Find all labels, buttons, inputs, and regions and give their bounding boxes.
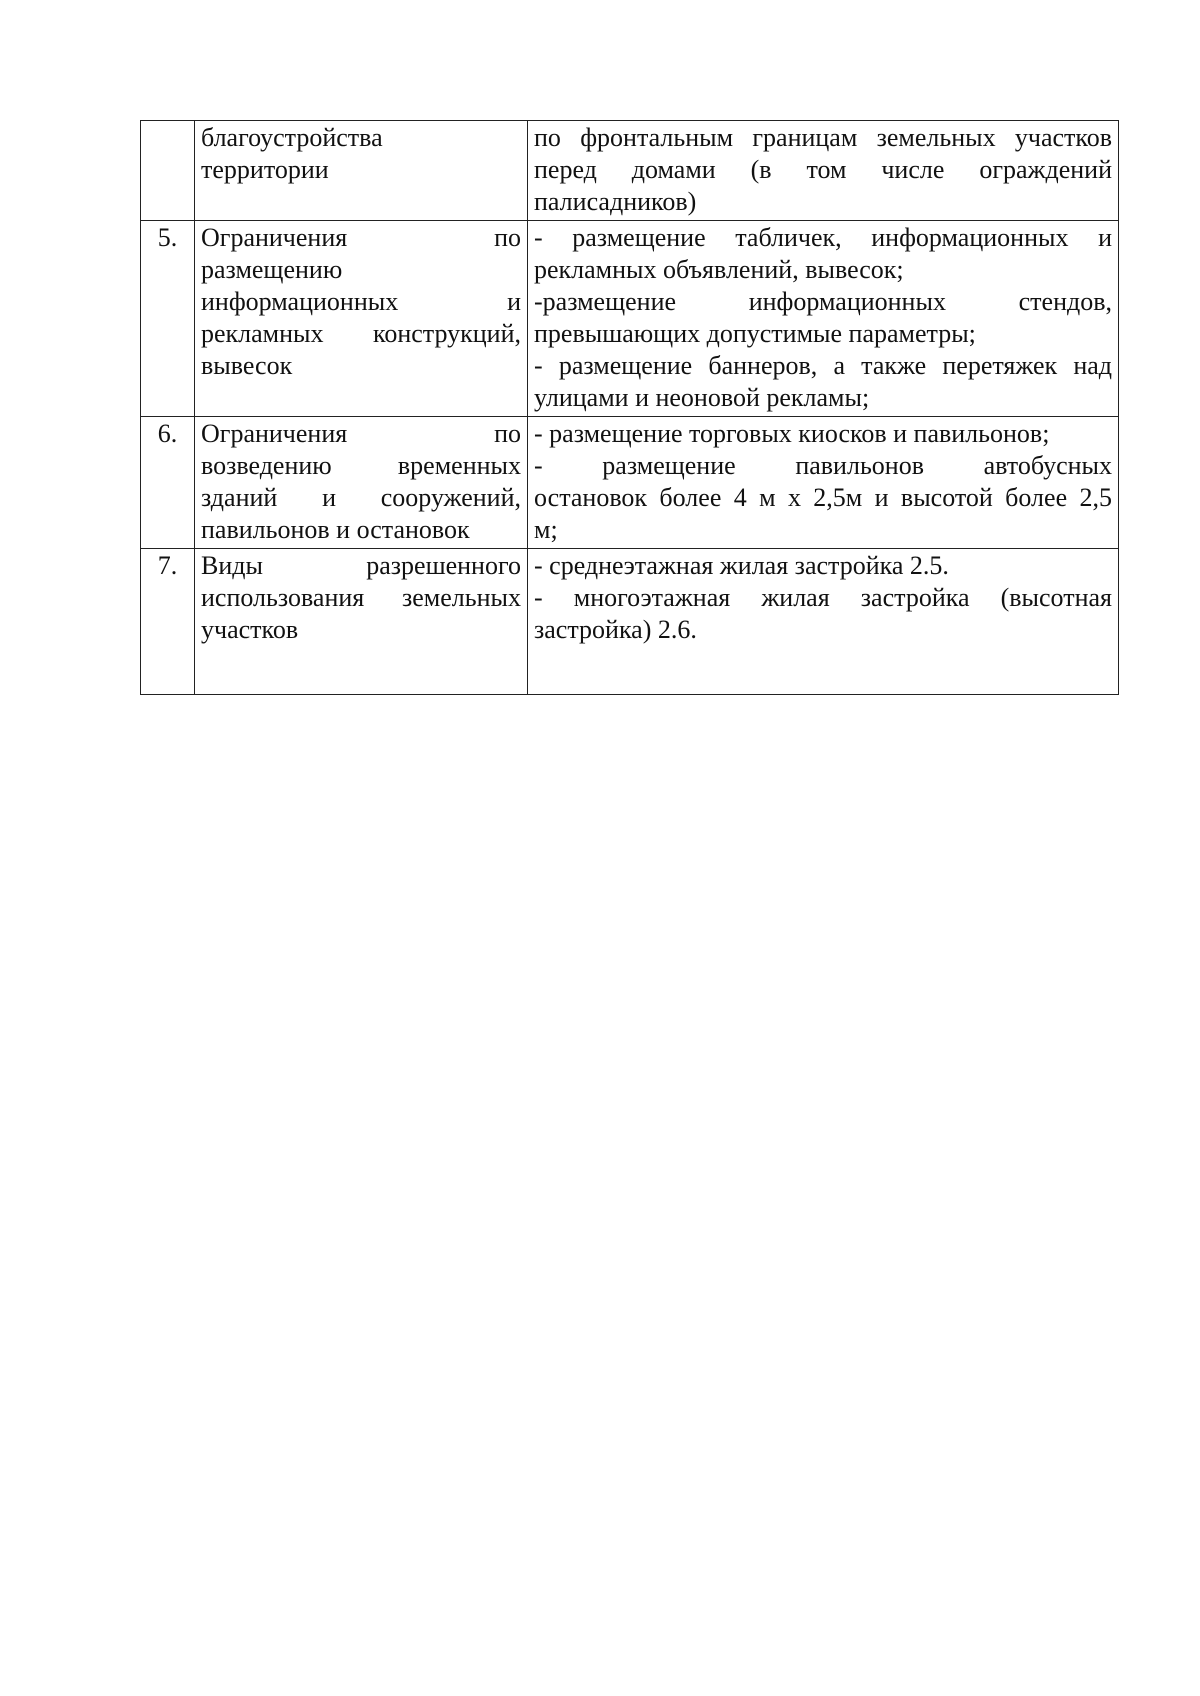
table-row — [141, 417, 1119, 549]
text-line: Ограничения по — [201, 419, 521, 448]
text-line: размещению — [201, 255, 343, 284]
table-row — [141, 121, 1119, 221]
restrictions-table — [140, 120, 1119, 695]
table-row — [141, 549, 1119, 695]
row-name — [195, 549, 528, 695]
text-line: - размещение баннеров, а также перетяжек над — [534, 351, 1112, 380]
text-line: застройка) 2.6. — [534, 615, 697, 644]
text-line: -размещение информационных стендов, — [534, 287, 1112, 316]
text-line: - многоэтажная жилая застройка (высотная — [534, 583, 1112, 612]
text-line: - размещение табличек, информационных и — [534, 223, 1112, 252]
text-line: рекламных объявлений, вывесок; — [534, 255, 904, 284]
text-line: информационных и — [201, 287, 521, 316]
text-line: по фронтальным границам земельных участков — [534, 123, 1112, 152]
text-line: палисадников) — [534, 187, 697, 216]
text-line: зданий и сооружений, — [201, 483, 521, 512]
text-line: превышающих допустимые параметры; — [534, 319, 976, 348]
text-line: вывесок — [201, 351, 293, 380]
row-number — [141, 121, 195, 221]
text-line: Ограничения по — [201, 223, 521, 252]
text-line: территории — [201, 155, 329, 184]
text-line: м; — [534, 515, 558, 544]
row-description — [528, 221, 1119, 417]
text-line: использования земельных — [201, 583, 521, 612]
row-description — [528, 549, 1119, 695]
row-number: 7. — [141, 549, 195, 695]
table-row — [141, 221, 1119, 417]
text-line: благоустройства — [201, 123, 383, 152]
row-name — [195, 417, 528, 549]
text-line: - размещение павильонов автобусных — [534, 451, 1112, 480]
row-name — [195, 221, 528, 417]
row-number: 5. — [141, 221, 195, 417]
row-number: 6. — [141, 417, 195, 549]
text-line: возведению временных — [201, 451, 521, 480]
row-description — [528, 121, 1119, 221]
text-line: улицами и неоновой рекламы; — [534, 383, 870, 412]
text-line: перед домами (в том числе ограждений — [534, 155, 1112, 184]
row-description — [528, 417, 1119, 549]
text-line: остановок более 4 м х 2,5м и высотой более 2,5 — [534, 483, 1112, 512]
text-line: рекламных конструкций, — [201, 319, 521, 348]
text-line: - среднеэтажная жилая застройка 2.5. — [534, 551, 949, 580]
text-line: - размещение торговых киосков и павильонов; — [534, 419, 1050, 448]
text-line: участков — [201, 615, 299, 644]
text-line: павильонов и остановок — [201, 515, 470, 544]
text-line: Виды разрешенного — [201, 551, 521, 580]
row-name — [195, 121, 528, 221]
